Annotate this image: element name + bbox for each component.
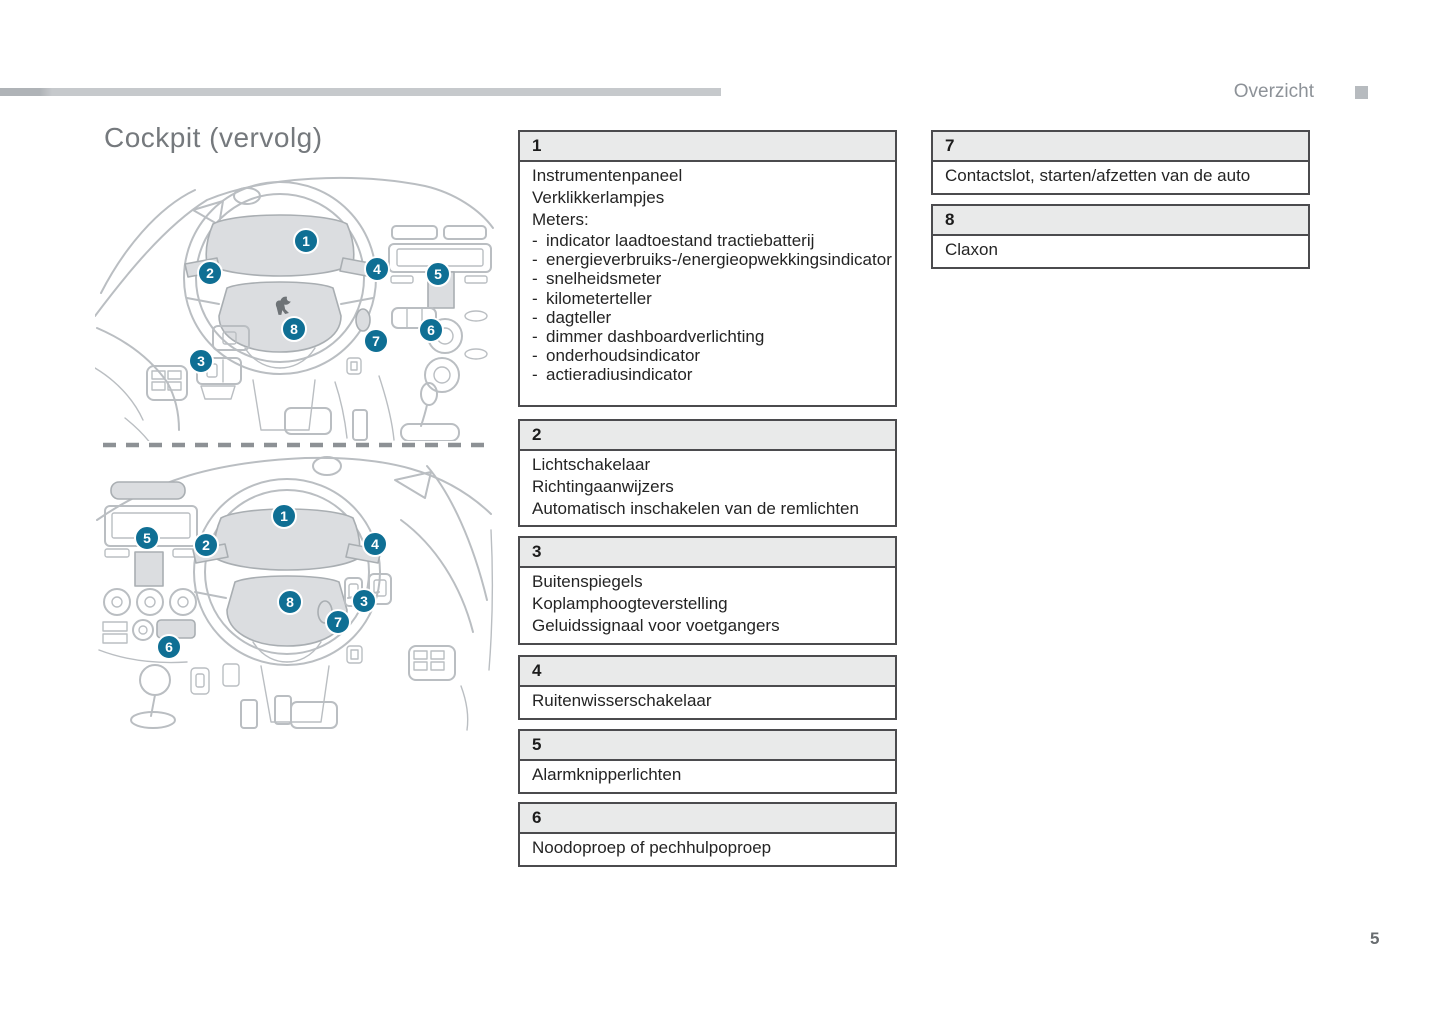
legend-number: 7 [945,136,955,155]
callout-7 [326,610,350,634]
svg-text:7: 7 [372,333,380,349]
page-title: Cockpit (vervolg) [104,122,323,153]
callout-1 [294,229,318,253]
svg-text:6: 6 [427,322,435,338]
callout-6 [419,318,443,342]
callout-7 [364,329,388,353]
legend-line: Lichtschakelaar [532,455,651,474]
legend-box-5-body [520,761,895,788]
legend-box-7-body [933,162,1308,189]
legend-paragraphs [532,571,883,637]
svg-text:5: 5 [434,266,442,282]
svg-text:2: 2 [206,265,214,281]
legend-line: Richtingaanwijzers [532,477,674,496]
legend-box-6 [518,802,897,867]
legend-paragraphs [532,454,883,520]
legend-line: Verklikkerlampjes [532,188,665,207]
legend-box-4-header [520,657,895,687]
legend-number: 3 [532,542,542,561]
callout-8 [282,317,306,341]
legend-box-1-header [520,132,895,162]
svg-text:1: 1 [280,508,288,524]
legend-box-3-body [520,568,895,637]
legend-line: - indicator laadtoestand tractiebatterij [532,231,883,250]
legend-line: Ruitenwisserschakelaar [532,690,712,710]
callout-4 [363,532,387,556]
legend-line: Geluidssignaal voor voetgangers [532,616,780,635]
legend-paragraphs [532,690,883,712]
callout-5 [135,526,159,550]
callout-2 [198,261,222,285]
legend-line: - dagteller [532,308,883,327]
page-number: 5 [1370,929,1380,948]
legend-number: 8 [945,210,955,229]
legend-number: 6 [532,808,542,827]
legend-box-6-header [520,804,895,834]
dashboard-diagram-rhd [95,450,495,733]
svg-text:3: 3 [360,593,368,609]
legend-line: Koplamphoogteverstelling [532,594,728,613]
legend-box-5 [518,729,897,794]
svg-text:5: 5 [143,530,151,546]
callout-8 [278,590,302,614]
legend-number: 4 [532,661,542,680]
legend-box-4-body [520,687,895,714]
legend-line: - actieradiusindicator [532,365,883,384]
legend-box-3 [518,536,897,645]
legend-line: Noodoproep of pechhulpoproep [532,837,772,857]
legend-line: Automatisch inschakelen van de remlichten [532,499,859,518]
svg-text:3: 3 [197,353,205,369]
legend-paragraphs [945,239,1296,261]
legend-box-7 [931,130,1310,195]
svg-text:4: 4 [373,261,381,277]
legend-bullets [532,231,892,385]
section-marker-square [1355,86,1368,99]
legend-line: Meters: [532,210,589,229]
ignition-switch [356,309,370,331]
legend-box-2-header [520,421,895,451]
legend-line: Alarmknipperlichten [532,764,682,784]
svg-text:7: 7 [334,614,342,630]
diagram-separator-dashed [100,441,492,449]
legend-box-1 [518,130,897,407]
legend-box-8-body [933,236,1308,263]
legend-number: 2 [532,425,542,444]
legend-box-1-body [520,162,895,385]
svg-text:2: 2 [202,537,210,553]
callout-3 [352,589,376,613]
legend-box-7-header [933,132,1308,162]
legend-box-4 [518,655,897,720]
callout-3 [189,349,213,373]
legend-box-8 [931,204,1310,269]
legend-box-6-body [520,834,895,861]
legend-box-5-header [520,731,895,761]
svg-text:6: 6 [165,639,173,655]
callout-2 [194,533,218,557]
dashboard-diagram-lhd [95,168,495,441]
legend-line: - snelheidsmeter [532,269,883,288]
svg-text:8: 8 [286,594,294,610]
callout-4 [365,257,389,281]
legend-number: 1 [532,136,542,155]
legend-box-2 [518,419,897,527]
legend-line: - dimmer dashboardverlichting [532,327,883,346]
legend-line: - energieverbruiks-/energieopwekkingsindicator [532,250,883,269]
callout-5 [426,262,450,286]
svg-text:8: 8 [290,321,298,337]
section-label: Overzicht [1233,81,1314,102]
svg-text:1: 1 [302,233,310,249]
legend-line: Instrumentenpaneel [532,166,683,185]
legend-line: Contactslot, starten/afzetten van de auto [945,165,1251,185]
legend-box-3-header [520,538,895,568]
callout-1 [272,504,296,528]
svg-text:4: 4 [371,536,379,552]
legend-paragraphs [532,764,883,786]
legend-paragraphs [532,165,883,231]
steering-hub [219,282,341,352]
callout-6 [157,635,181,659]
legend-paragraphs [532,837,883,859]
legend-box-2-body [520,451,895,520]
legend-line: - onderhoudsindicator [532,346,883,365]
instrument-cluster [206,215,354,276]
header-rule-bar [0,88,721,96]
legend-paragraphs [945,165,1296,187]
legend-box-8-header [933,206,1308,236]
dimmer-knob [135,552,163,586]
legend-line: Claxon [945,239,998,259]
sos-button [157,620,195,638]
legend-line: - kilometerteller [532,289,883,308]
legend-line: Buitenspiegels [532,572,643,591]
legend-number: 5 [532,735,542,754]
